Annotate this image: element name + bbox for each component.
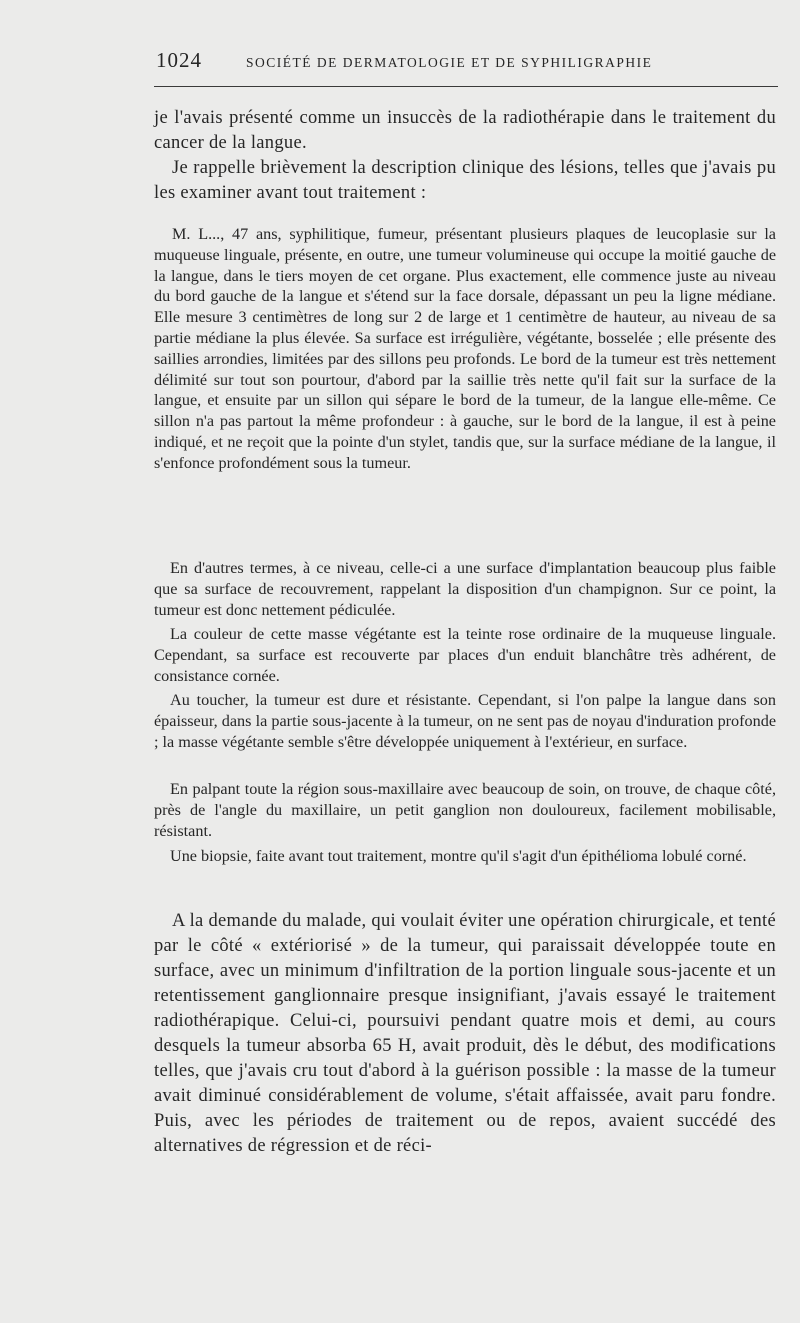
paragraph-rappel: Je rappelle brièvement la description clinique des lésions, telles que j'avais pu les examiner avant tout traitement :: [154, 158, 776, 203]
paragraph-palpation: Au toucher, la tumeur est dure et résistante. Cependant, si l'on palpe la langue dans son épaisseur, dans la partie sous-jacente à la tumeur, on ne sent pas de noyau d'induration profonde ; la masse végétante semble s'être développée uniquement à l'extérieur, en surface.: [154, 691, 776, 751]
paragraph-color: La couleur de cette masse végétante est la teinte rose ordinaire de la muqueuse linguale. Cependant, sa surface est recouverte par places d'un enduit blanchâtre très adhérent, de consistance cornée.: [154, 625, 776, 685]
page-header: [156, 46, 778, 78]
running-title: SOCIÉTÉ DE DERMATOLOGIE ET DE SYPHILIGRAPHIE: [246, 55, 653, 70]
paragraph-treatment: A la demande du malade, qui voulait éviter une opération chirurgicale, et tenté par le côté « extériorisé » de la tumeur, qui paraissait développée toute en surface, avec un minimum d'infiltration de la portion linguale sous-jacente et un retentissement ganglionnaire presque insignifiant, j'avais essayé le traitement radiothérapique. Celui-ci, poursuivi pendant quatre mois et demi, au cours desquels la tumeur absorba 65 H, avait produit, dès le début, des modifications telles, que j'avais cru tout d'abord à la guérison possible : la masse de la tumeur avait diminué considérablement de volume, s'était affaissée, avait paru fondre. Puis, avec les périodes de traitement ou de repos, avaient succédé des alternatives de régression et de réci-: [154, 911, 776, 1156]
header-rule: [154, 86, 778, 87]
paragraph-biopsy: Une biopsie, faite avant tout traitement, montre qu'il s'agit d'un épithélioma lobulé corné.: [170, 847, 747, 865]
paragraph-intro: je l'avais présenté comme un insuccès de la radiothérapie dans le traitement du cancer de la langue.: [154, 108, 776, 153]
paragraph-pedicle: En d'autres termes, à ce niveau, celle-ci a une surface d'implantation beaucoup plus faible que sa surface de recouvrement, rappelant la disposition d'un champignon. Sur ce point, la tumeur est donc nettement pédiculée.: [154, 559, 776, 619]
paragraph-case-description: M. L..., 47 ans, syphilitique, fumeur, présentant plusieurs plaques de leucoplasie sur la muqueuse linguale, présente, en outre, une tumeur volumineuse qui occupe la moitié gauche de la langue, dans le tiers moyen de cet organe. Plus exactement, elle commence juste au niveau du bord gauche de la langue et s'étend sur la face dorsale, dépassant un peu la ligne médiane. Elle mesure 3 centimètres de long sur 2 de large et 1 centimètre de hauteur, au niveau de sa partie médiane la plus élevée. Sa surface est irrégulière, végétante, bosselée ; elle présente des saillies arrondies, limitées par des sillons peu profonds. Le bord de la tumeur est très nettement délimité sur tout son pourtour, d'abord par la saillie très nette qu'il fait sur la surface de la langue, et ensuite par un sillon qui sépare le bord de la tumeur, de la langue elle-même. Ce sillon n'a pas partout la même profondeur : à gauche, sur le bord de la langue, il est à peine indiqué, et ne reçoit que la pointe d'un stylet, tandis que, sur la surface médiane de la langue, il s'enfonce profondément sous la tumeur.: [154, 225, 776, 472]
paragraph-ganglion: En palpant toute la région sous-maxillaire avec beaucoup de soin, on trouve, de chaque côté, près de l'angle du maxillaire, un petit ganglion non douloureux, facilement mobilisable, résistant.: [154, 780, 776, 840]
page-number: 1024: [156, 48, 202, 72]
